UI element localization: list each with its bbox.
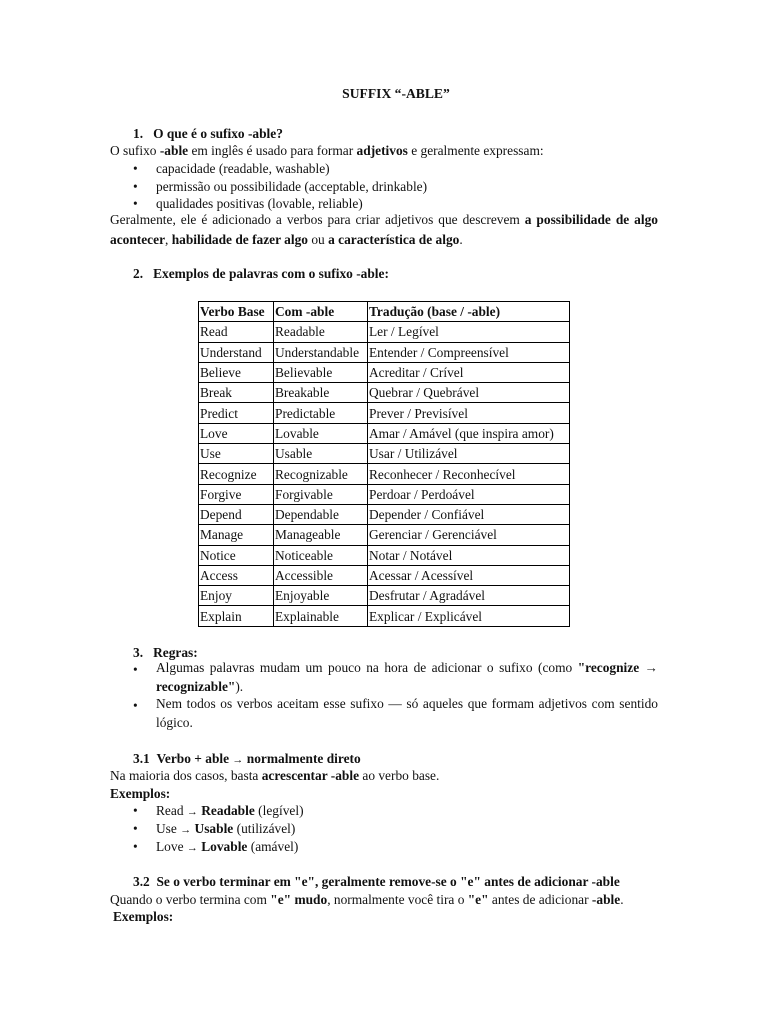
- section-3-1-intro: Na maioria dos casos, basta acrescentar -able ao verbo base.: [110, 768, 440, 783]
- table-cell: Dependable: [274, 504, 368, 524]
- table-cell: Access: [199, 565, 274, 585]
- table-row: [199, 342, 570, 362]
- table-cell: Manage: [199, 525, 274, 545]
- table-cell: Understandable: [274, 342, 368, 362]
- column-header: Com -able: [274, 302, 368, 322]
- page-title: SUFFIX “-ABLE”: [342, 86, 450, 101]
- table-cell: Depender / Confiável: [368, 504, 570, 524]
- table-header-row: [199, 302, 570, 322]
- table-cell: Forgive: [199, 484, 274, 504]
- table-cell: Enjoyable: [274, 586, 368, 606]
- table-cell: Notice: [199, 545, 274, 565]
- table-cell: Gerenciar / Gerenciável: [368, 525, 570, 545]
- table-row: [199, 565, 570, 585]
- table-cell: Understand: [199, 342, 274, 362]
- list-item: •: [133, 803, 138, 818]
- table-cell: Readable: [274, 322, 368, 342]
- list-item: •: [133, 179, 138, 194]
- table-row: [199, 504, 570, 524]
- list-item: •: [133, 821, 138, 836]
- table-cell: Noticeable: [274, 545, 368, 565]
- table-cell: Usable: [274, 444, 368, 464]
- section-3-heading: 3. Regras:: [133, 645, 198, 660]
- rule-item-1: Algumas palavras mudam um pouco na hora de adicionar o sufixo (como "recognize → recognizable").: [156, 660, 658, 694]
- table-cell: Breakable: [274, 383, 368, 403]
- examples-label: Exemplos:: [113, 909, 174, 924]
- table-cell: Explain: [199, 606, 274, 626]
- table-cell: Perdoar / Perdoável: [368, 484, 570, 504]
- section-3-2-intro: Quando o verbo termina com "e" mudo, normalmente você tira o "e" antes de adicionar -able.: [110, 892, 624, 907]
- example-item: Love → Lovable (amável): [156, 839, 299, 854]
- table-cell: Manageable: [274, 525, 368, 545]
- examples-label: Exemplos:: [110, 786, 171, 801]
- table-row: [199, 362, 570, 382]
- table-cell: Accessible: [274, 565, 368, 585]
- list-item: •: [133, 698, 138, 713]
- list-item-text: capacidade (readable, washable): [156, 161, 330, 176]
- list-item: •: [133, 161, 138, 176]
- table-row: [199, 322, 570, 342]
- table-cell: Reconhecer / Reconhecível: [368, 464, 570, 484]
- table-cell: Acessar / Acessível: [368, 565, 570, 585]
- rule-item-2: Nem todos os verbos aceitam esse sufixo — só aqueles que formam adjetivos com sentido lógico.: [156, 696, 658, 730]
- table-cell: Forgivable: [274, 484, 368, 504]
- table-cell: Recognizable: [274, 464, 368, 484]
- table-cell: Break: [199, 383, 274, 403]
- table-cell: Ler / Legível: [368, 322, 570, 342]
- section-2-heading: 2. Exemplos de palavras com o sufixo -able:: [133, 266, 389, 281]
- list-item: •: [133, 196, 138, 211]
- list-item-text: permissão ou possibilidade (acceptable, drinkable): [156, 179, 428, 194]
- table-cell: Enjoy: [199, 586, 274, 606]
- table-cell: Usar / Utilizável: [368, 444, 570, 464]
- table-cell: Desfrutar / Agradável: [368, 586, 570, 606]
- column-header: Verbo Base: [199, 302, 274, 322]
- table-row: [199, 586, 570, 606]
- section-3-2-heading: 3.2 Se o verbo terminar em "e", geralmente remove-se o "e" antes de adicionar -able: [133, 874, 620, 889]
- table-row: [199, 403, 570, 423]
- table-cell: Explicar / Explicável: [368, 606, 570, 626]
- table-cell: Believe: [199, 362, 274, 382]
- table-cell: Entender / Compreensível: [368, 342, 570, 362]
- column-header: Tradução (base / -able): [368, 302, 570, 322]
- table-cell: Read: [199, 322, 274, 342]
- table-cell: Use: [199, 444, 274, 464]
- section-1-heading: 1. O que é o sufixo -able?: [133, 126, 283, 141]
- table-cell: Lovable: [274, 423, 368, 443]
- table-row: [199, 545, 570, 565]
- table-row: [199, 383, 570, 403]
- table-row: [199, 525, 570, 545]
- example-item: Read → Readable (legível): [156, 803, 304, 818]
- suffix-table: [198, 301, 570, 627]
- list-item: •: [133, 839, 138, 854]
- table-row: [199, 423, 570, 443]
- list-item-text: qualidades positivas (lovable, reliable): [156, 196, 363, 211]
- table-cell: Prever / Previsível: [368, 403, 570, 423]
- table-cell: Love: [199, 423, 274, 443]
- table-cell: Recognize: [199, 464, 274, 484]
- section-1-paragraph: Geralmente, ele é adicionado a verbos para criar adjetivos que descrevem a possibilidade de algo acontecer, habilidade de fazer algo ou a característica de algo.: [110, 212, 658, 247]
- section-3-1-heading: 3.1 Verbo + able → normalmente direto: [133, 751, 361, 766]
- list-item: •: [133, 662, 138, 677]
- table-cell: Amar / Amável (que inspira amor): [368, 423, 570, 443]
- table-cell: Notar / Notável: [368, 545, 570, 565]
- table-cell: Explainable: [274, 606, 368, 626]
- table-row: [199, 606, 570, 626]
- example-item: Use → Usable (utilizável): [156, 821, 296, 836]
- table-row: [199, 444, 570, 464]
- table-cell: Acreditar / Crível: [368, 362, 570, 382]
- table-cell: Predict: [199, 403, 274, 423]
- table-cell: Depend: [199, 504, 274, 524]
- section-1-intro: O sufixo -able em inglês é usado para formar adjetivos e geralmente expressam:: [110, 143, 544, 158]
- table-cell: Quebrar / Quebrável: [368, 383, 570, 403]
- table-row: [199, 464, 570, 484]
- table-cell: Predictable: [274, 403, 368, 423]
- table-cell: Believable: [274, 362, 368, 382]
- table-row: [199, 484, 570, 504]
